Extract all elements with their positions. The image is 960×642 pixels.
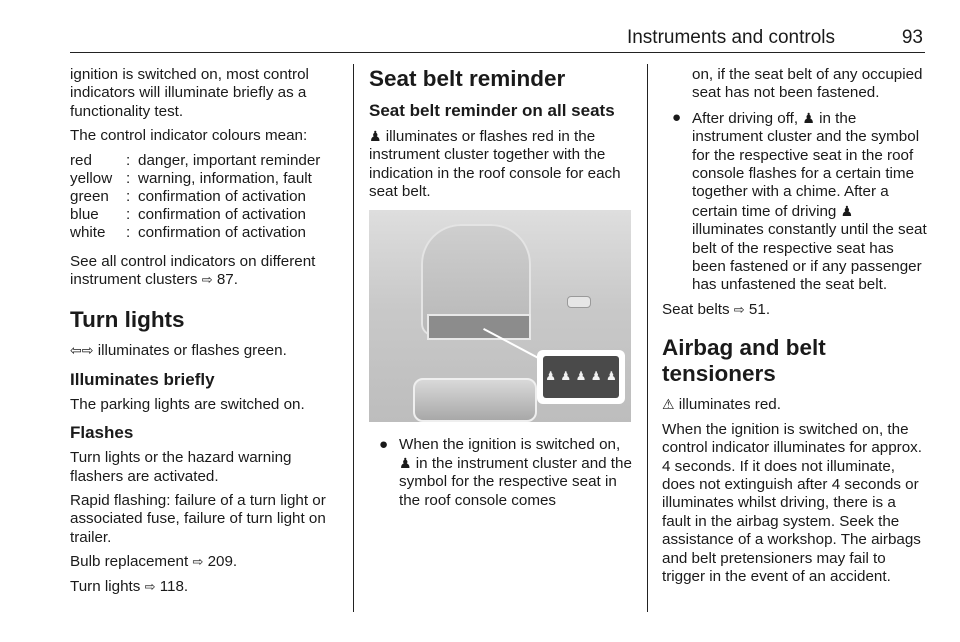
turn-lights-link[interactable]: 118. [159,577,189,595]
bullet-text-start: After driving off, [692,109,799,127]
colour-separator: : [126,224,131,242]
turn-lights-heading: Turn lights [70,307,185,333]
see-all-label: See all control indicators on different instrument clusters [70,252,316,289]
bullet-text-middle: in the instrument cluster and the symbol for the respective seat in the roof console flashes for a certain time together with a chime. After a certain time of driving [692,109,920,220]
colour-name: green [70,188,109,206]
bulb-replacement-label: Bulb replacement [70,553,189,571]
turn-lights-label: illuminates or flashes green. [97,342,287,360]
bullet-text-start: When the ignition is switched on, [399,435,621,453]
airbag-icon: ⚠ [662,396,675,413]
flashes-text: Turn lights or the hazard warning flashers are activated. [70,449,292,485]
colour-meaning: confirmation of activation [138,224,306,242]
table-row [70,188,320,206]
list-item [662,109,928,295]
arrow-ref-icon: ⇨ [192,554,204,570]
roof-lamp [567,296,591,308]
bullet-text-end: in the instrument cluster and the symbol for the respective seat in the roof console comes [399,455,632,509]
seatbelt-icon: ♟ [605,369,617,384]
list-item [369,436,634,511]
seatbelt-icon: ♟ [590,369,602,384]
flashes-heading: Flashes [70,423,134,443]
colour-separator: : [126,169,131,187]
airbag-text: When the ignition is switched on, the control indicator illuminates for approx. 4 seconds. If it does not illuminate, does not extinguish after 4 seconds or illuminates whilst driving, there is a fault in the airbag system. Seek the assistance of a workshop. The airbags and belt pretensioners may fail to trigger in the event of an accident. [662,420,922,585]
column-2 [369,66,634,516]
seat-belt-description: illuminates or flashes red in the instrument cluster together with the indication in the roof console for each seat belt. [369,128,621,201]
colour-name: blue [70,206,99,224]
see-all-text [70,253,342,290]
table-row [70,170,320,188]
colour-separator: : [126,206,131,224]
seatbelt-icon: ♟ [560,369,572,384]
arrow-ref-icon: ⇨ [733,301,745,317]
airbag-icon-line [662,395,928,414]
seat-belt-text [369,127,634,202]
seatbelt-icon: ♟ [802,109,815,126]
seat-belts-link[interactable]: 51. [748,300,771,318]
see-all-link[interactable]: 87. [216,271,238,289]
page-section-title: Instruments and controls [626,27,835,48]
colour-table [70,152,320,243]
column-divider-1 [353,64,354,612]
seatbelt-icon: ♟ [369,128,382,144]
bulb-replacement-link[interactable]: 209. [207,553,238,571]
column-3 [662,66,928,592]
console-indicator-panel [427,314,531,340]
seat-belt-heading: Seat belt reminder [369,66,566,91]
colours-intro: The control indicator colours mean: [70,127,308,145]
column-1 [70,66,342,602]
turn-lights-ref-label: Turn lights [70,577,141,595]
colour-name: white [70,224,106,242]
turn-lights-ref [70,578,342,596]
bullet-text-end: illuminates constantly until the seat belt of the respective seat has been fastened or if any passenger has unfastened the seat belt. [692,221,927,294]
airbag-heading: Airbag and belt tensioners [662,335,826,387]
bulb-replacement-ref [70,553,342,571]
column-divider-2 [647,64,648,612]
colour-meaning: confirmation of activation [138,188,306,206]
seat-belt-subheading: Seat belt reminder on all seats [369,101,615,120]
colour-separator: : [126,151,131,169]
page-number: 93 [901,27,923,48]
table-row [70,224,320,242]
turn-signal-icon: ⇦⇨ [70,342,94,359]
colour-name: red [70,151,92,169]
seat-belts-ref [662,301,928,319]
rapid-flashing-text: Rapid flashing: failure of a turn light or associated fuse, failure of turn light on trailer. [70,492,326,546]
illuminates-briefly-heading: Illuminates briefly [70,369,215,389]
intro-text: ignition is switched on, most control indicators will illuminate briefly as a functionality test. [70,66,309,120]
list-item [662,66,928,103]
colour-meaning: confirmation of activation [138,206,306,224]
arrow-ref-icon: ⇨ [201,272,213,288]
seatbelt-symbols-panel [543,356,619,398]
colour-meaning: warning, information, fault [138,169,312,187]
bullet-icon: ● [379,435,389,453]
arrow-ref-icon: ⇨ [144,578,156,594]
bullet-icon: ● [672,108,682,126]
colour-meaning: danger, important reminder [138,151,321,169]
colour-name: yellow [70,169,113,187]
turn-lights-text [70,341,342,360]
table-row [70,206,320,224]
bullet-continuation: on, if the seat belt of any occupied seat has not been fastened. [692,66,923,102]
seatbelt-icon: ♟ [399,455,412,472]
colour-separator: : [126,188,131,206]
seatbelt-icon: ♟ [545,369,556,384]
seatbelt-icon: ♟ [575,369,587,384]
table-row [70,152,320,170]
rear-view-mirror [413,378,537,422]
roof-console-image [369,210,631,422]
zoom-callout [537,350,625,404]
seat-belts-ref-label: Seat belts [662,300,730,318]
page-header [70,22,925,53]
airbag-icon-text: illuminates red. [678,396,781,414]
seatbelt-icon: ♟ [840,202,854,219]
illuminates-briefly-text: The parking lights are switched on. [70,395,305,413]
